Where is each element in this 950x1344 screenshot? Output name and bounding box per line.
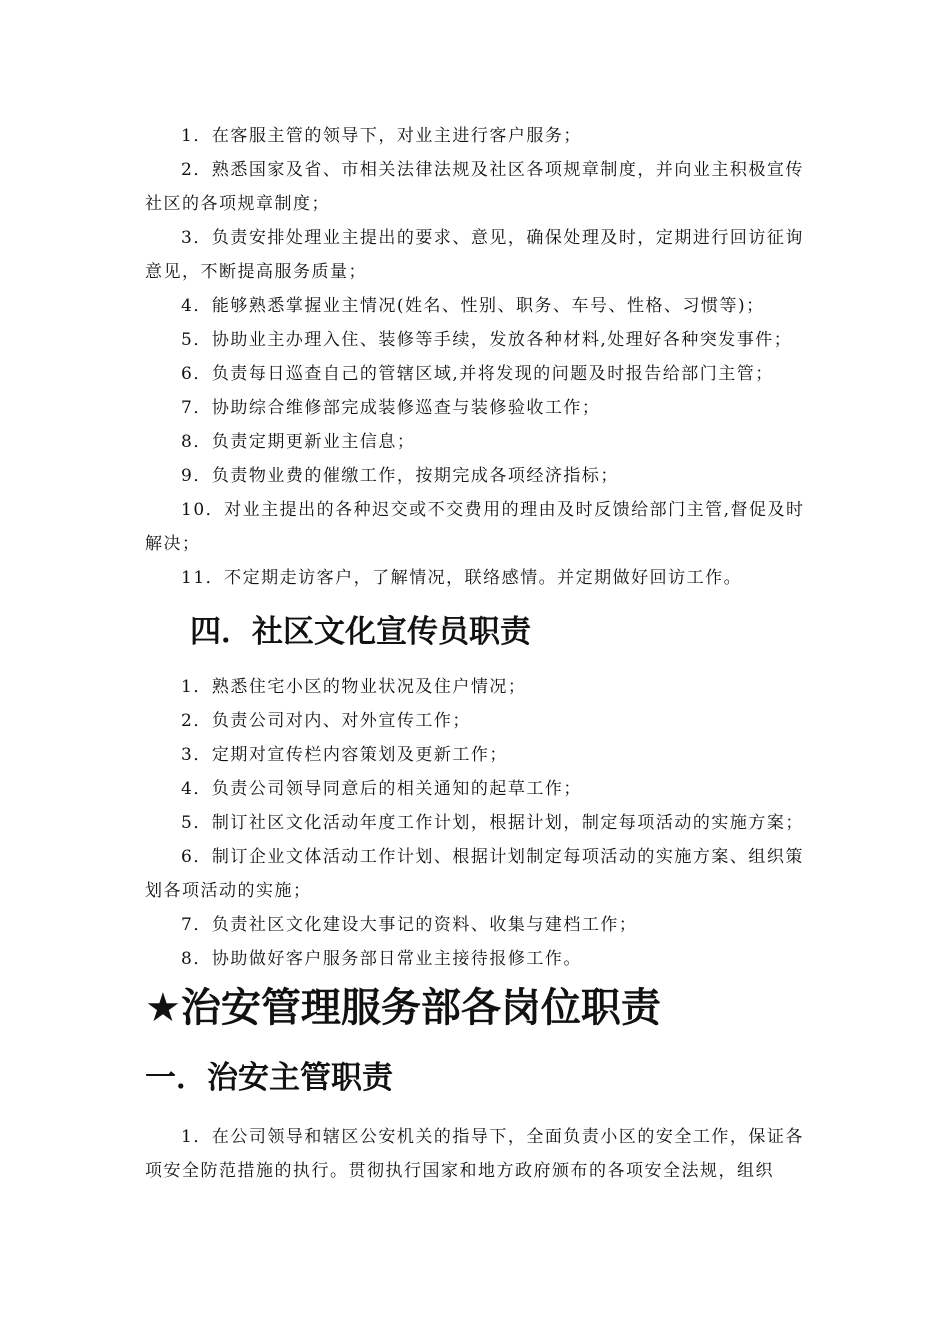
list-item: 6．制订企业文体活动工作计划、根据计划制定每项活动的实施方案、组织策划各项活动的实施； bbox=[145, 847, 804, 901]
list-item: 9．负责物业费的催缴工作，按期完成各项经济指标； bbox=[181, 466, 619, 486]
section4-heading-block bbox=[190, 612, 810, 652]
list-item: 6．负责每日巡查自己的管辖区域,并将发现的问题及时报告给部门主管； bbox=[181, 364, 774, 384]
section3-list bbox=[145, 119, 810, 595]
list-item: 1．在客服主管的领导下，对业主进行客户服务； bbox=[181, 126, 582, 146]
list-item: 11．不定期走访客户，了解情况，联络感情。并定期做好回访工作。 bbox=[181, 568, 743, 588]
section4-list bbox=[145, 670, 810, 976]
list-item: 8．协助做好客户服务部日常业主接待报修工作。 bbox=[181, 949, 582, 969]
list-item: 5．协助业主办理入住、装修等手续，发放各种材料,处理好各种突发事件； bbox=[181, 330, 793, 350]
security-sub-heading-block bbox=[145, 1058, 810, 1098]
list-item: 4．能够熟悉掌握业主情况(姓名、性别、职务、车号、性格、习惯等)； bbox=[181, 296, 765, 316]
list-item: 5．制订社区文化活动年度工作计划，根据计划，制定每项活动的实施方案； bbox=[181, 813, 804, 833]
list-item: 1．在公司领导和辖区公安机关的指导下，全面负责小区的安全工作，保证各项安全防范措施的执行。贯彻执行国家和地方政府颁布的各项安全法规，组织 bbox=[145, 1127, 804, 1181]
section-heading: 一．治安主管职责 bbox=[145, 1060, 393, 1096]
section-heading: 四．社区文化宣传员职责 bbox=[190, 614, 531, 650]
list-item: 7．协助综合维修部完成装修巡查与装修验收工作； bbox=[181, 398, 601, 418]
security-list bbox=[145, 1120, 810, 1188]
security-heading-block bbox=[145, 983, 810, 1033]
list-item: 2．负责公司对内、对外宣传工作； bbox=[181, 711, 471, 731]
list-item: 7．负责社区文化建设大事记的资料、收集与建档工作； bbox=[181, 915, 638, 935]
list-item: 1．熟悉住宅小区的物业状况及住户情况； bbox=[181, 677, 527, 697]
list-item: 2．熟悉国家及省、市相关法律法规及社区各项规章制度，并向业主积极宣传社区的各项规章制度； bbox=[145, 160, 804, 214]
list-item: 3．定期对宣传栏内容策划及更新工作； bbox=[181, 745, 508, 765]
list-item: 4．负责公司领导同意后的相关通知的起草工作； bbox=[181, 779, 582, 799]
list-item: 3．负责安排处理业主提出的要求、意见，确保处理及时，定期进行回访征询意见，不断提高服务质量； bbox=[145, 228, 804, 282]
list-item: 10．对业主提出的各种迟交或不交费用的理由及时反馈给部门主管,督促及时解决； bbox=[145, 500, 805, 554]
list-item: 8．负责定期更新业主信息； bbox=[181, 432, 416, 452]
chapter-heading: ★治安管理服务部各岗位职责 bbox=[145, 985, 661, 1031]
